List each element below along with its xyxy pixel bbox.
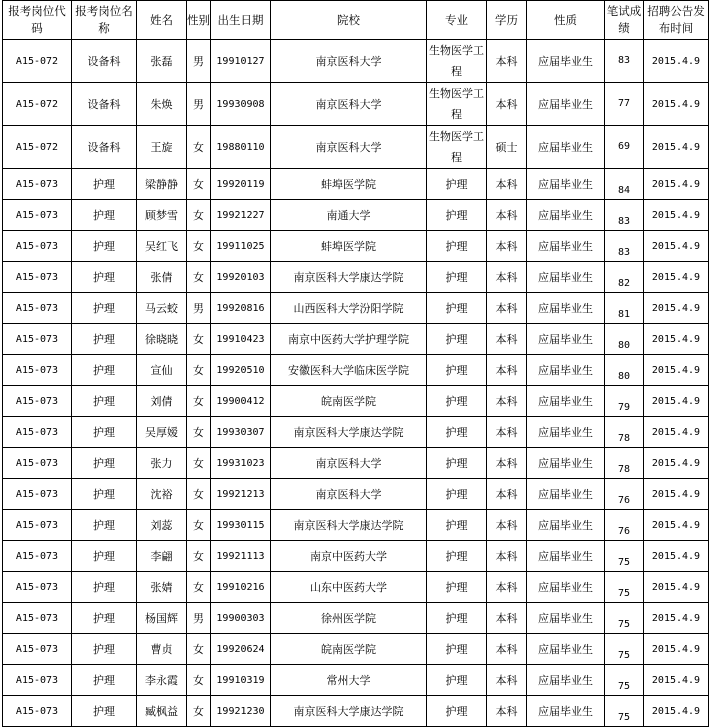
- cell-code: A15-073: [3, 169, 72, 200]
- header-name: 姓名: [137, 1, 187, 40]
- cell-date: 2015.4.9: [644, 448, 709, 479]
- cell-major: 生物医学工程: [427, 126, 487, 169]
- cell-major: 护理: [427, 355, 487, 386]
- cell-type: 应届毕业生: [527, 169, 605, 200]
- cell-post: 护理: [72, 262, 137, 293]
- cell-name: 马云蛟: [137, 293, 187, 324]
- cell-date: 2015.4.9: [644, 541, 709, 572]
- cell-post: 护理: [72, 324, 137, 355]
- cell-type: 应届毕业生: [527, 696, 605, 727]
- cell-birth: 19910216: [211, 572, 271, 603]
- cell-name: 王旋: [137, 126, 187, 169]
- cell-score: 82: [605, 262, 644, 293]
- cell-type: 应届毕业生: [527, 83, 605, 126]
- cell-name: 梁静静: [137, 169, 187, 200]
- cell-edu: 本科: [487, 324, 527, 355]
- cell-post: 护理: [72, 696, 137, 727]
- cell-school: 山东中医药大学: [271, 572, 427, 603]
- cell-major: 护理: [427, 324, 487, 355]
- cell-score: 78: [605, 417, 644, 448]
- cell-type: 应届毕业生: [527, 293, 605, 324]
- cell-gender: 男: [187, 603, 211, 634]
- cell-post: 设备科: [72, 40, 137, 83]
- cell-edu: 本科: [487, 293, 527, 324]
- cell-post: 护理: [72, 200, 137, 231]
- cell-school: 南京中医药大学: [271, 541, 427, 572]
- cell-birth: 19920119: [211, 169, 271, 200]
- cell-name: 宣仙: [137, 355, 187, 386]
- cell-gender: 男: [187, 293, 211, 324]
- cell-birth: 19910319: [211, 665, 271, 696]
- cell-major: 护理: [427, 386, 487, 417]
- cell-gender: 女: [187, 479, 211, 510]
- cell-birth: 19920816: [211, 293, 271, 324]
- table-row: [3, 696, 709, 727]
- header-row: [3, 1, 709, 40]
- cell-major: 护理: [427, 169, 487, 200]
- cell-score: 76: [605, 479, 644, 510]
- cell-type: 应届毕业生: [527, 572, 605, 603]
- cell-school: 皖南医学院: [271, 386, 427, 417]
- cell-code: A15-073: [3, 541, 72, 572]
- cell-major: 护理: [427, 541, 487, 572]
- cell-major: 护理: [427, 231, 487, 262]
- cell-major: 护理: [427, 665, 487, 696]
- cell-gender: 女: [187, 355, 211, 386]
- cell-edu: 本科: [487, 665, 527, 696]
- header-post: 报考岗位名称: [72, 1, 137, 40]
- header-major: 专业: [427, 1, 487, 40]
- cell-code: A15-073: [3, 417, 72, 448]
- table-row: [3, 40, 709, 83]
- cell-code: A15-073: [3, 479, 72, 510]
- cell-date: 2015.4.9: [644, 386, 709, 417]
- header-birth: 出生日期: [211, 1, 271, 40]
- table-row: [3, 262, 709, 293]
- cell-date: 2015.4.9: [644, 293, 709, 324]
- cell-gender: 女: [187, 386, 211, 417]
- cell-birth: 19920510: [211, 355, 271, 386]
- cell-code: A15-073: [3, 510, 72, 541]
- cell-post: 护理: [72, 169, 137, 200]
- cell-score: 83: [605, 40, 644, 83]
- cell-edu: 本科: [487, 448, 527, 479]
- cell-name: 李永霞: [137, 665, 187, 696]
- cell-code: A15-073: [3, 665, 72, 696]
- cell-edu: 本科: [487, 603, 527, 634]
- cell-post: 护理: [72, 355, 137, 386]
- cell-code: A15-073: [3, 634, 72, 665]
- cell-name: 曹贞: [137, 634, 187, 665]
- cell-name: 刘倩: [137, 386, 187, 417]
- cell-birth: 19921113: [211, 541, 271, 572]
- cell-major: 护理: [427, 572, 487, 603]
- table-row: [3, 448, 709, 479]
- cell-code: A15-073: [3, 231, 72, 262]
- table-row: [3, 572, 709, 603]
- cell-post: 护理: [72, 634, 137, 665]
- cell-name: 朱焕: [137, 83, 187, 126]
- cell-major: 护理: [427, 200, 487, 231]
- table-row: [3, 479, 709, 510]
- cell-code: A15-073: [3, 696, 72, 727]
- table-row: [3, 355, 709, 386]
- cell-score: 79: [605, 386, 644, 417]
- cell-score: 77: [605, 83, 644, 126]
- cell-type: 应届毕业生: [527, 634, 605, 665]
- cell-edu: 本科: [487, 83, 527, 126]
- cell-type: 应届毕业生: [527, 126, 605, 169]
- cell-edu: 本科: [487, 200, 527, 231]
- cell-code: A15-073: [3, 262, 72, 293]
- cell-type: 应届毕业生: [527, 40, 605, 83]
- cell-major: 生物医学工程: [427, 83, 487, 126]
- cell-gender: 女: [187, 541, 211, 572]
- cell-school: 南京医科大学康达学院: [271, 262, 427, 293]
- cell-score: 75: [605, 696, 644, 727]
- cell-date: 2015.4.9: [644, 324, 709, 355]
- cell-post: 护理: [72, 231, 137, 262]
- header-date: 招聘公告发布时间: [644, 1, 709, 40]
- cell-major: 生物医学工程: [427, 40, 487, 83]
- cell-date: 2015.4.9: [644, 479, 709, 510]
- cell-name: 臧枫益: [137, 696, 187, 727]
- cell-school: 常州大学: [271, 665, 427, 696]
- cell-score: 75: [605, 541, 644, 572]
- cell-date: 2015.4.9: [644, 40, 709, 83]
- cell-code: A15-073: [3, 448, 72, 479]
- cell-post: 护理: [72, 479, 137, 510]
- cell-school: 蚌埠医学院: [271, 231, 427, 262]
- cell-score: 76: [605, 510, 644, 541]
- header-type: 性质: [527, 1, 605, 40]
- cell-date: 2015.4.9: [644, 417, 709, 448]
- cell-name: 顾梦雪: [137, 200, 187, 231]
- cell-post: 护理: [72, 510, 137, 541]
- cell-post: 护理: [72, 572, 137, 603]
- cell-name: 张倩: [137, 262, 187, 293]
- cell-type: 应届毕业生: [527, 541, 605, 572]
- table-row: [3, 169, 709, 200]
- cell-gender: 女: [187, 126, 211, 169]
- cell-type: 应届毕业生: [527, 386, 605, 417]
- cell-school: 南京医科大学: [271, 448, 427, 479]
- cell-edu: 本科: [487, 479, 527, 510]
- table-row: [3, 634, 709, 665]
- cell-code: A15-073: [3, 293, 72, 324]
- cell-birth: 19930115: [211, 510, 271, 541]
- cell-post: 护理: [72, 541, 137, 572]
- cell-gender: 女: [187, 200, 211, 231]
- cell-gender: 女: [187, 324, 211, 355]
- table-row: [3, 126, 709, 169]
- cell-name: 杨国辉: [137, 603, 187, 634]
- cell-date: 2015.4.9: [644, 665, 709, 696]
- cell-name: 李翩: [137, 541, 187, 572]
- cell-score: 83: [605, 200, 644, 231]
- cell-school: 皖南医学院: [271, 634, 427, 665]
- cell-score: 75: [605, 665, 644, 696]
- cell-date: 2015.4.9: [644, 603, 709, 634]
- table-row: [3, 200, 709, 231]
- cell-name: 吴厚嫒: [137, 417, 187, 448]
- cell-edu: 本科: [487, 231, 527, 262]
- cell-gender: 女: [187, 510, 211, 541]
- header-edu: 学历: [487, 1, 527, 40]
- cell-edu: 本科: [487, 169, 527, 200]
- cell-score: 80: [605, 324, 644, 355]
- cell-major: 护理: [427, 634, 487, 665]
- cell-gender: 男: [187, 40, 211, 83]
- cell-date: 2015.4.9: [644, 634, 709, 665]
- cell-gender: 女: [187, 572, 211, 603]
- table-row: [3, 665, 709, 696]
- cell-school: 山西医科大学汾阳学院: [271, 293, 427, 324]
- table-row: [3, 603, 709, 634]
- cell-birth: 19930307: [211, 417, 271, 448]
- results-table: [2, 0, 709, 727]
- cell-score: 75: [605, 572, 644, 603]
- header-gender: 性别: [187, 1, 211, 40]
- cell-score: 84: [605, 169, 644, 200]
- cell-edu: 本科: [487, 262, 527, 293]
- cell-score: 69: [605, 126, 644, 169]
- cell-code: A15-073: [3, 572, 72, 603]
- cell-edu: 本科: [487, 696, 527, 727]
- cell-post: 设备科: [72, 126, 137, 169]
- cell-post: 设备科: [72, 83, 137, 126]
- cell-type: 应届毕业生: [527, 603, 605, 634]
- cell-post: 护理: [72, 603, 137, 634]
- table-row: [3, 293, 709, 324]
- cell-major: 护理: [427, 417, 487, 448]
- cell-edu: 本科: [487, 541, 527, 572]
- cell-birth: 19921230: [211, 696, 271, 727]
- cell-school: 南京医科大学: [271, 126, 427, 169]
- cell-gender: 女: [187, 417, 211, 448]
- header-code: 报考岗位代码: [3, 1, 72, 40]
- cell-date: 2015.4.9: [644, 169, 709, 200]
- table-row: [3, 83, 709, 126]
- cell-post: 护理: [72, 293, 137, 324]
- header-school: 院校: [271, 1, 427, 40]
- cell-type: 应届毕业生: [527, 200, 605, 231]
- cell-score: 75: [605, 634, 644, 665]
- cell-gender: 男: [187, 83, 211, 126]
- cell-birth: 19910423: [211, 324, 271, 355]
- cell-birth: 19921213: [211, 479, 271, 510]
- table-row: [3, 417, 709, 448]
- cell-edu: 本科: [487, 386, 527, 417]
- cell-school: 徐州医学院: [271, 603, 427, 634]
- table-row: [3, 541, 709, 572]
- cell-edu: 本科: [487, 355, 527, 386]
- cell-school: 南京医科大学康达学院: [271, 696, 427, 727]
- cell-birth: 19911025: [211, 231, 271, 262]
- table-row: [3, 386, 709, 417]
- cell-date: 2015.4.9: [644, 83, 709, 126]
- cell-code: A15-072: [3, 40, 72, 83]
- cell-score: 75: [605, 603, 644, 634]
- table-row: [3, 231, 709, 262]
- cell-school: 南京医科大学康达学院: [271, 510, 427, 541]
- cell-birth: 19930908: [211, 83, 271, 126]
- cell-gender: 女: [187, 262, 211, 293]
- cell-birth: 19921227: [211, 200, 271, 231]
- cell-code: A15-072: [3, 83, 72, 126]
- cell-name: 刘蕊: [137, 510, 187, 541]
- cell-post: 护理: [72, 665, 137, 696]
- cell-school: 南京医科大学: [271, 83, 427, 126]
- cell-date: 2015.4.9: [644, 572, 709, 603]
- cell-school: 南京医科大学康达学院: [271, 417, 427, 448]
- cell-birth: 19900303: [211, 603, 271, 634]
- cell-name: 徐晓晓: [137, 324, 187, 355]
- cell-gender: 女: [187, 634, 211, 665]
- cell-code: A15-073: [3, 324, 72, 355]
- cell-major: 护理: [427, 262, 487, 293]
- cell-school: 南通大学: [271, 200, 427, 231]
- cell-school: 蚌埠医学院: [271, 169, 427, 200]
- cell-type: 应届毕业生: [527, 665, 605, 696]
- cell-major: 护理: [427, 293, 487, 324]
- cell-edu: 本科: [487, 417, 527, 448]
- cell-major: 护理: [427, 603, 487, 634]
- cell-edu: 本科: [487, 510, 527, 541]
- cell-code: A15-073: [3, 355, 72, 386]
- cell-date: 2015.4.9: [644, 200, 709, 231]
- cell-score: 81: [605, 293, 644, 324]
- cell-birth: 19931023: [211, 448, 271, 479]
- cell-school: 南京医科大学: [271, 40, 427, 83]
- cell-gender: 女: [187, 231, 211, 262]
- cell-type: 应届毕业生: [527, 355, 605, 386]
- cell-post: 护理: [72, 417, 137, 448]
- cell-date: 2015.4.9: [644, 262, 709, 293]
- table-row: [3, 510, 709, 541]
- cell-major: 护理: [427, 510, 487, 541]
- cell-gender: 女: [187, 696, 211, 727]
- header-score: 笔试成绩: [605, 1, 644, 40]
- cell-major: 护理: [427, 448, 487, 479]
- cell-post: 护理: [72, 448, 137, 479]
- cell-date: 2015.4.9: [644, 126, 709, 169]
- cell-type: 应届毕业生: [527, 262, 605, 293]
- cell-edu: 本科: [487, 634, 527, 665]
- cell-name: 吴红飞: [137, 231, 187, 262]
- cell-code: A15-073: [3, 386, 72, 417]
- cell-school: 安徽医科大学临床医学院: [271, 355, 427, 386]
- cell-type: 应届毕业生: [527, 231, 605, 262]
- cell-edu: 本科: [487, 572, 527, 603]
- cell-score: 83: [605, 231, 644, 262]
- cell-code: A15-072: [3, 126, 72, 169]
- cell-code: A15-073: [3, 200, 72, 231]
- cell-school: 南京中医药大学护理学院: [271, 324, 427, 355]
- cell-birth: 19910127: [211, 40, 271, 83]
- cell-name: 张婧: [137, 572, 187, 603]
- cell-post: 护理: [72, 386, 137, 417]
- cell-score: 80: [605, 355, 644, 386]
- cell-date: 2015.4.9: [644, 696, 709, 727]
- cell-name: 沈裕: [137, 479, 187, 510]
- cell-date: 2015.4.9: [644, 231, 709, 262]
- cell-edu: 硕士: [487, 126, 527, 169]
- cell-major: 护理: [427, 696, 487, 727]
- cell-type: 应届毕业生: [527, 479, 605, 510]
- cell-major: 护理: [427, 479, 487, 510]
- cell-type: 应届毕业生: [527, 324, 605, 355]
- cell-score: 78: [605, 448, 644, 479]
- cell-type: 应届毕业生: [527, 448, 605, 479]
- table-row: [3, 324, 709, 355]
- cell-type: 应届毕业生: [527, 417, 605, 448]
- cell-code: A15-073: [3, 603, 72, 634]
- cell-gender: 女: [187, 665, 211, 696]
- cell-gender: 女: [187, 448, 211, 479]
- cell-name: 张磊: [137, 40, 187, 83]
- cell-date: 2015.4.9: [644, 355, 709, 386]
- cell-birth: 19900412: [211, 386, 271, 417]
- cell-edu: 本科: [487, 40, 527, 83]
- cell-birth: 19920103: [211, 262, 271, 293]
- cell-birth: 19920624: [211, 634, 271, 665]
- cell-date: 2015.4.9: [644, 510, 709, 541]
- cell-name: 张力: [137, 448, 187, 479]
- cell-gender: 女: [187, 169, 211, 200]
- cell-birth: 19880110: [211, 126, 271, 169]
- cell-school: 南京医科大学: [271, 479, 427, 510]
- cell-type: 应届毕业生: [527, 510, 605, 541]
